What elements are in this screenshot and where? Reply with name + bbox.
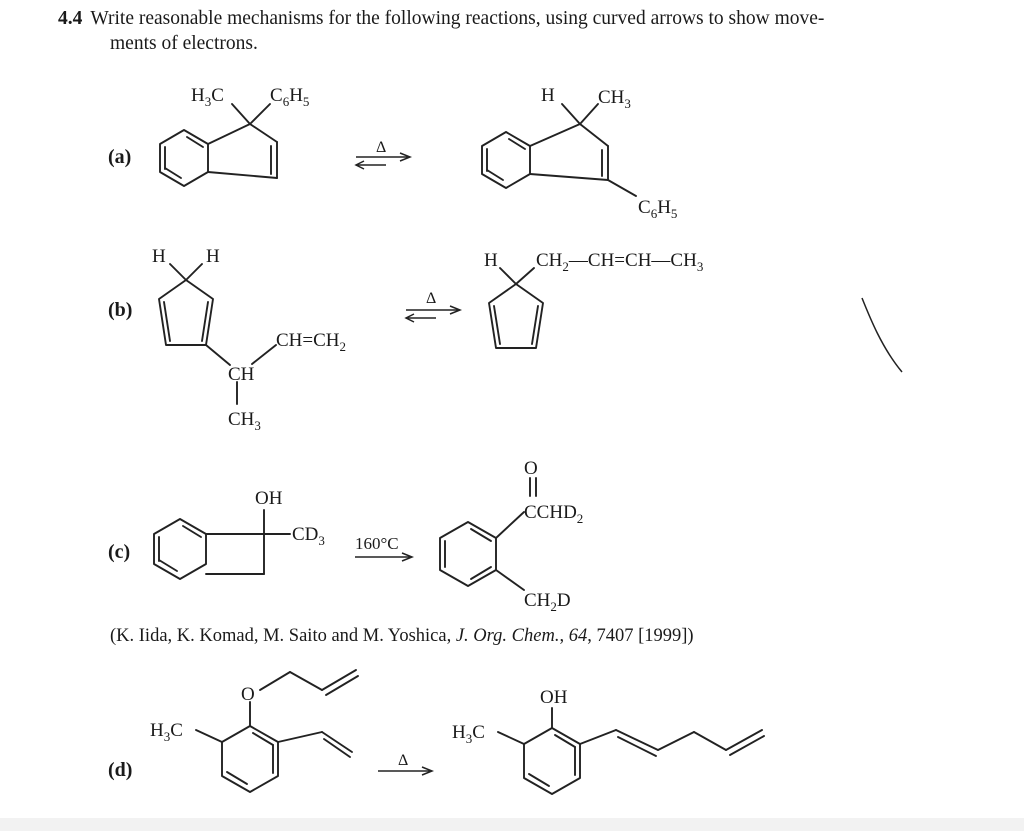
citation-authors: (K. Iida, K. Komad, M. Saito and M. Yoshica, xyxy=(110,626,456,646)
problem-text: Write reasonable mechanisms for the following reactions, using curved arrows to show move- xyxy=(90,8,825,29)
structure-c-reactant xyxy=(154,510,290,579)
b-reactant-ch3: $CH_3$ xyxy=(228,409,261,433)
citation-journal: J. Org. Chem. xyxy=(455,626,560,646)
d-reactant-methyl: $H_3C$ xyxy=(150,720,183,744)
c-reactant-oh: OH xyxy=(255,488,283,509)
b-reactant-h-right: H xyxy=(206,246,220,267)
equilibrium-arrow-b xyxy=(406,306,460,322)
c-condition: 160°C xyxy=(355,534,399,553)
a-reactant-methyl: $H_3C$ xyxy=(191,85,224,109)
label-a: (a) xyxy=(108,146,132,168)
citation: (K. Iida, K. Komad, M. Saito and M. Yoshica, J. Org. Chem., 64, 7407 [1999]) xyxy=(110,626,694,646)
a-product-methyl: $CH_3$ xyxy=(598,87,631,111)
c-product-cchd2: $CCHD_2$ xyxy=(524,502,584,526)
structure-c-product xyxy=(440,478,536,590)
b-product-h: H xyxy=(484,250,498,271)
b-product-chain: $CH_2—CH=CH—CH_3$ xyxy=(536,250,704,274)
structure-d-reactant xyxy=(196,670,358,792)
label-c: (c) xyxy=(108,541,131,563)
b-reactant-h-left: H xyxy=(152,246,166,267)
structure-a-product xyxy=(482,104,636,196)
problem-number: 4.4 xyxy=(58,8,83,29)
d-condition: Δ xyxy=(398,752,409,769)
c-reactant-cd3: $CD_3$ xyxy=(292,524,325,548)
reaction-arrow-c xyxy=(355,553,412,561)
problem-text-line2: ments of electrons. xyxy=(110,33,258,54)
label-d: (d) xyxy=(108,759,133,781)
d-product-methyl: $H_3C$ xyxy=(452,722,485,746)
c-product-o: O xyxy=(524,458,538,479)
a-reactant-phenyl: $C_6H_5$ xyxy=(270,85,310,109)
bottom-edge xyxy=(0,818,1024,831)
a-condition: Δ xyxy=(376,139,387,156)
c-product-ch2d: $CH_2D$ xyxy=(524,590,571,614)
label-b: (b) xyxy=(108,299,133,321)
structure-b-product xyxy=(489,268,543,348)
citation-rest: , 7407 [1999]) xyxy=(587,626,694,646)
b-condition: Δ xyxy=(426,290,437,307)
d-reactant-o: O xyxy=(241,684,255,705)
b-reactant-vinyl: $CH=CH_2$ xyxy=(276,330,347,354)
structure-b-reactant xyxy=(159,264,276,404)
d-product-oh: OH xyxy=(540,687,568,708)
pen-mark xyxy=(862,298,902,372)
a-product-h: H xyxy=(541,85,555,106)
a-product-phenyl: $C_6H_5$ xyxy=(638,197,678,221)
citation-volume: 64 xyxy=(568,626,588,646)
b-reactant-ch: CH xyxy=(228,364,255,385)
structure-a-reactant xyxy=(160,104,277,186)
structure-d-product xyxy=(498,708,764,794)
